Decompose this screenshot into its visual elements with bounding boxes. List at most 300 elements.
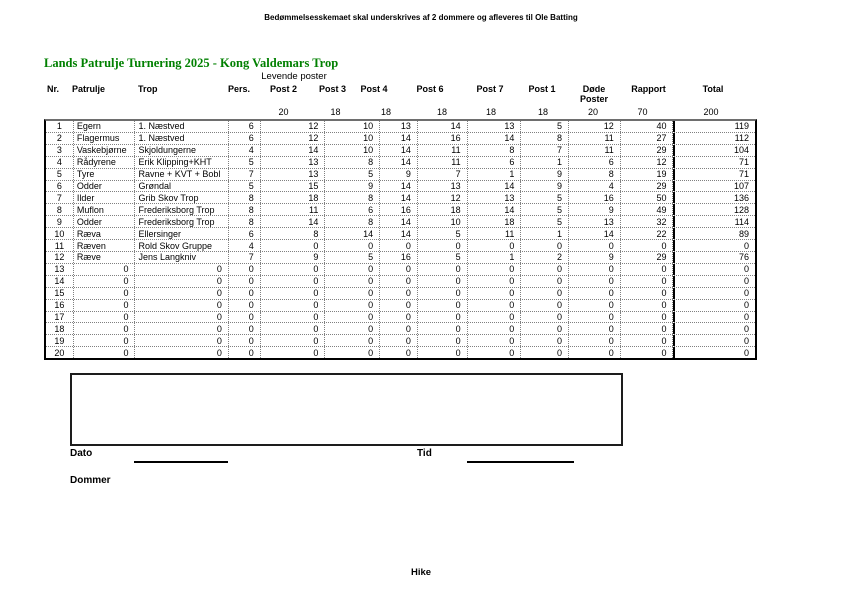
cell: 0: [673, 264, 755, 275]
cell: 0: [325, 300, 380, 311]
cell: 1: [468, 169, 522, 180]
max-points-spacer: [44, 107, 72, 117]
cell: 13: [380, 121, 418, 132]
cell: 13: [46, 264, 74, 275]
cell: 0: [468, 288, 522, 299]
cell: 14: [468, 133, 522, 144]
signature-box: [70, 373, 623, 446]
cell: 18: [418, 204, 468, 215]
cell: 0: [380, 264, 418, 275]
cell: 6: [46, 181, 74, 192]
cell: 0: [325, 312, 380, 323]
cell: 0: [673, 240, 755, 251]
cell: 5: [229, 157, 261, 168]
cell: 1: [521, 228, 569, 239]
cell: 16: [46, 300, 74, 311]
cell: 0: [521, 312, 569, 323]
cell: 4: [229, 240, 261, 251]
cell: 9: [46, 216, 74, 227]
max-points-value: 18: [436, 107, 447, 117]
cell: Ellersinger: [135, 228, 228, 239]
cell: 0: [673, 276, 755, 287]
cell: 20: [46, 347, 74, 358]
cell: Ræven: [74, 240, 136, 251]
cell: 12: [261, 121, 326, 132]
cell: 13: [261, 157, 326, 168]
cell: 12: [418, 192, 468, 203]
cell: 8: [325, 192, 380, 203]
cell: 29: [621, 181, 674, 192]
cell: 5: [418, 228, 468, 239]
cell: 18: [261, 192, 326, 203]
dato-label: Dato: [70, 448, 93, 459]
cell: 0: [325, 240, 380, 251]
cell: 0: [468, 264, 522, 275]
table-row: [46, 312, 755, 324]
cell: Frederiksborg Trop: [135, 216, 228, 227]
cell: 0: [621, 300, 674, 311]
cell: 136: [673, 192, 755, 203]
cell: 0: [261, 347, 326, 358]
cell: 119: [673, 121, 755, 132]
table-row: [46, 228, 755, 240]
cell: 1. Næstved: [135, 133, 228, 144]
cell: 0: [521, 335, 569, 346]
cell: 0: [569, 347, 621, 358]
cell: 114: [673, 216, 755, 227]
cell: Ravne + KVT + Bobl: [135, 169, 228, 180]
cell: 0: [521, 276, 569, 287]
cell: 1: [468, 252, 522, 263]
column-header: Post 4: [360, 84, 388, 94]
cell: 0: [418, 300, 468, 311]
cell: 16: [569, 192, 621, 203]
cell: 11: [418, 157, 468, 168]
cell: 0: [521, 264, 569, 275]
cell: Odder: [74, 216, 136, 227]
cell: 0: [380, 323, 418, 334]
cell: 0: [521, 240, 569, 251]
cell: 17: [46, 312, 74, 323]
column-header-row: [44, 84, 757, 104]
table-row: [46, 276, 755, 288]
cell: 0: [621, 347, 674, 358]
cell: 0: [261, 312, 326, 323]
cell: 11: [46, 240, 74, 251]
cell: 50: [621, 192, 674, 203]
cell: 11: [468, 228, 522, 239]
table-row: [46, 300, 755, 312]
cell: 0: [569, 276, 621, 287]
cell: 8: [569, 169, 621, 180]
cell: 5: [418, 252, 468, 263]
cell: Erik Klipping+KHT: [135, 157, 228, 168]
dato-line: [134, 461, 228, 463]
cell: 0: [229, 335, 261, 346]
cell: 3: [46, 145, 74, 156]
column-header: Post 6: [416, 84, 444, 94]
cell: 0: [418, 264, 468, 275]
max-points-row: [44, 107, 757, 117]
cell: 8: [261, 228, 326, 239]
cell: 7: [418, 169, 468, 180]
cell: 32: [621, 216, 674, 227]
cell: 0: [621, 264, 674, 275]
cell: 9: [569, 204, 621, 215]
table-row: [46, 264, 755, 276]
cell: 0: [673, 312, 755, 323]
cell: Jens Langkniv: [135, 252, 228, 263]
cell: 13: [261, 169, 326, 180]
cell: 5: [521, 121, 569, 132]
cell: 0: [673, 335, 755, 346]
cell: 15: [46, 288, 74, 299]
cell: 8: [325, 216, 380, 227]
column-header: Trop: [138, 84, 158, 94]
column-header: Total: [702, 84, 724, 94]
cell: 0: [135, 335, 228, 346]
cell: 0: [380, 240, 418, 251]
cell: 0: [229, 288, 261, 299]
cell: 0: [74, 323, 136, 334]
cell: 14: [380, 133, 418, 144]
cell: 8: [229, 216, 261, 227]
cell: 11: [569, 145, 621, 156]
cell: 6: [229, 133, 261, 144]
cell: 112: [673, 133, 755, 144]
cell: 9: [521, 181, 569, 192]
cell: 8: [521, 133, 569, 144]
cell: 0: [521, 288, 569, 299]
cell: 0: [418, 312, 468, 323]
max-points-value: 18: [380, 107, 391, 117]
cell: Ræva: [74, 228, 136, 239]
cell: 0: [569, 240, 621, 251]
cell: 1: [521, 157, 569, 168]
cell: 13: [418, 181, 468, 192]
cell: 0: [261, 288, 326, 299]
levende-poster-label: Levende poster: [261, 71, 327, 82]
cell: 8: [325, 157, 380, 168]
cell: 104: [673, 145, 755, 156]
cell: 12: [46, 252, 74, 263]
cell: 7: [229, 252, 261, 263]
cell: 14: [468, 204, 522, 215]
max-points-value: 20: [278, 107, 289, 117]
table-row: [46, 323, 755, 335]
cell: 0: [418, 288, 468, 299]
cell: 0: [74, 312, 136, 323]
cell: 14: [418, 121, 468, 132]
cell: 29: [621, 252, 674, 263]
max-points-value: 18: [537, 107, 548, 117]
cell: 0: [325, 288, 380, 299]
cell: 0: [261, 323, 326, 334]
cell: 14: [380, 157, 418, 168]
cell: 11: [261, 204, 326, 215]
cell: 71: [673, 169, 755, 180]
cell: 0: [621, 323, 674, 334]
cell: 0: [569, 264, 621, 275]
cell: 0: [135, 347, 228, 358]
cell: 0: [673, 347, 755, 358]
cell: 0: [621, 240, 674, 251]
max-points-value: 200: [703, 107, 719, 117]
column-header: Døde Poster: [579, 84, 608, 104]
cell: 0: [74, 276, 136, 287]
cell: 0: [569, 300, 621, 311]
cell: 0: [521, 347, 569, 358]
cell: 0: [380, 288, 418, 299]
cell: 12: [621, 157, 674, 168]
cell: 11: [569, 133, 621, 144]
cell: 9: [569, 252, 621, 263]
cell: 4: [46, 157, 74, 168]
cell: 0: [418, 276, 468, 287]
table-row: [46, 192, 755, 204]
cell: 0: [380, 347, 418, 358]
cell: 0: [569, 312, 621, 323]
column-header: Nr.: [47, 84, 60, 94]
cell: 5: [521, 204, 569, 215]
cell: 16: [380, 252, 418, 263]
cell: 6: [229, 228, 261, 239]
cell: 0: [135, 323, 228, 334]
cell: 7: [521, 145, 569, 156]
cell: 0: [325, 323, 380, 334]
cell: 9: [521, 169, 569, 180]
instruction-note: Bedømmelsesskemaet skal underskrives af 2 dommere og afleveres til Ole Batting: [264, 13, 578, 22]
cell: 16: [380, 204, 418, 215]
cell: Flagermus: [74, 133, 136, 144]
cell: 0: [229, 276, 261, 287]
cell: 16: [418, 133, 468, 144]
table-row: [46, 145, 755, 157]
cell: 0: [325, 335, 380, 346]
tid-label: Tid: [417, 448, 432, 459]
cell: 0: [380, 276, 418, 287]
tid-line: [467, 461, 574, 463]
table-row: [46, 157, 755, 169]
cell: 0: [380, 300, 418, 311]
cell: 0: [380, 312, 418, 323]
cell: 14: [261, 145, 326, 156]
cell: 71: [673, 157, 755, 168]
cell: 6: [229, 121, 261, 132]
cell: 12: [569, 121, 621, 132]
table-row: [46, 240, 755, 252]
cell: 4: [229, 145, 261, 156]
score-table: [44, 119, 757, 360]
cell: 4: [569, 181, 621, 192]
cell: 0: [468, 240, 522, 251]
column-header: Post 3: [318, 84, 346, 94]
cell: 8: [46, 204, 74, 215]
cell: 22: [621, 228, 674, 239]
cell: 18: [468, 216, 522, 227]
table-row: [46, 252, 755, 264]
cell: 5: [325, 252, 380, 263]
cell: Tyre: [74, 169, 136, 180]
cell: 10: [325, 133, 380, 144]
cell: 0: [418, 335, 468, 346]
cell: Odder: [74, 181, 136, 192]
cell: 11: [418, 145, 468, 156]
cell: 0: [418, 240, 468, 251]
cell: 5: [46, 169, 74, 180]
cell: 5: [229, 181, 261, 192]
cell: 14: [569, 228, 621, 239]
cell: 0: [74, 335, 136, 346]
cell: 10: [418, 216, 468, 227]
cell: Egern: [74, 121, 136, 132]
cell: Muflon: [74, 204, 136, 215]
cell: 10: [325, 121, 380, 132]
cell: 29: [621, 145, 674, 156]
cell: 0: [135, 288, 228, 299]
cell: 0: [135, 300, 228, 311]
cell: 0: [229, 300, 261, 311]
table-row: [46, 181, 755, 193]
cell: 0: [74, 347, 136, 358]
cell: 0: [380, 335, 418, 346]
cell: 0: [261, 300, 326, 311]
cell: 9: [325, 181, 380, 192]
cell: Vaskebjørne: [74, 145, 136, 156]
cell: 27: [621, 133, 674, 144]
table-row: [46, 216, 755, 228]
cell: 9: [380, 169, 418, 180]
cell: 0: [673, 323, 755, 334]
cell: 0: [673, 288, 755, 299]
cell: 0: [468, 323, 522, 334]
cell: 5: [521, 216, 569, 227]
cell: 0: [521, 300, 569, 311]
cell: 0: [229, 347, 261, 358]
page-title: Lands Patrulje Turnering 2025 - Kong Valdemars Trop: [44, 56, 339, 70]
table-row: [46, 335, 755, 347]
cell: 0: [325, 264, 380, 275]
cell: 0: [229, 323, 261, 334]
cell: 0: [261, 240, 326, 251]
cell: 0: [621, 312, 674, 323]
cell: 0: [468, 312, 522, 323]
cell: 13: [569, 216, 621, 227]
cell: 0: [418, 323, 468, 334]
cell: Grib Skov Trop: [135, 192, 228, 203]
cell: 9: [261, 252, 326, 263]
cell: 19: [621, 169, 674, 180]
cell: 49: [621, 204, 674, 215]
cell: 0: [468, 347, 522, 358]
cell: 0: [229, 264, 261, 275]
cell: 14: [380, 216, 418, 227]
cell: 0: [569, 288, 621, 299]
cell: Frederiksborg Trop: [135, 204, 228, 215]
cell: 14: [325, 228, 380, 239]
cell: 128: [673, 204, 755, 215]
cell: 107: [673, 181, 755, 192]
cell: 76: [673, 252, 755, 263]
cell: 0: [229, 312, 261, 323]
cell: 13: [468, 121, 522, 132]
cell: 0: [621, 335, 674, 346]
cell: 0: [74, 300, 136, 311]
cell: 8: [229, 204, 261, 215]
cell: 14: [468, 181, 522, 192]
cell: 0: [74, 288, 136, 299]
cell: 89: [673, 228, 755, 239]
cell: 0: [74, 264, 136, 275]
cell: 0: [135, 264, 228, 275]
cell: 0: [468, 276, 522, 287]
cell: Skjoldungerne: [135, 145, 228, 156]
table-row: [46, 347, 755, 358]
max-points-value: 18: [485, 107, 496, 117]
table-row: [46, 204, 755, 216]
cell: Grøndal: [135, 181, 228, 192]
max-points-spacer: [72, 107, 134, 117]
table-row: [46, 169, 755, 181]
cell: 0: [325, 276, 380, 287]
cell: Ilder: [74, 192, 136, 203]
max-points-value: 70: [637, 107, 648, 117]
cell: 0: [468, 335, 522, 346]
cell: 5: [325, 169, 380, 180]
cell: 7: [229, 169, 261, 180]
column-header: Patrulje: [72, 84, 106, 94]
cell: 6: [569, 157, 621, 168]
cell: 0: [521, 323, 569, 334]
table-row: [46, 121, 755, 133]
max-points-spacer: [134, 107, 228, 117]
table-row: [46, 288, 755, 300]
column-header: Rapport: [631, 84, 666, 94]
cell: 0: [261, 264, 326, 275]
cell: 1: [46, 121, 74, 132]
cell: 15: [261, 181, 326, 192]
cell: 6: [325, 204, 380, 215]
column-header: Pers.: [228, 84, 251, 94]
cell: 0: [673, 300, 755, 311]
table-row: [46, 133, 755, 145]
cell: Ræve: [74, 252, 136, 263]
cell: 2: [521, 252, 569, 263]
cell: 40: [621, 121, 674, 132]
cell: Rold Skov Gruppe: [135, 240, 228, 251]
cell: 0: [621, 288, 674, 299]
column-header: Post 2: [269, 84, 297, 94]
cell: 0: [261, 335, 326, 346]
cell: 0: [569, 323, 621, 334]
cell: 0: [135, 312, 228, 323]
cell: 10: [325, 145, 380, 156]
cell: 14: [261, 216, 326, 227]
cell: 10: [46, 228, 74, 239]
cell: 14: [46, 276, 74, 287]
cell: 14: [380, 145, 418, 156]
cell: 18: [46, 323, 74, 334]
cell: 14: [380, 181, 418, 192]
cell: 0: [621, 276, 674, 287]
cell: 5: [521, 192, 569, 203]
cell: 8: [229, 192, 261, 203]
cell: 0: [261, 276, 326, 287]
cell: 8: [468, 145, 522, 156]
max-points-value: 20: [587, 107, 598, 117]
cell: 0: [325, 347, 380, 358]
dommer-label: Dommer: [70, 475, 111, 486]
